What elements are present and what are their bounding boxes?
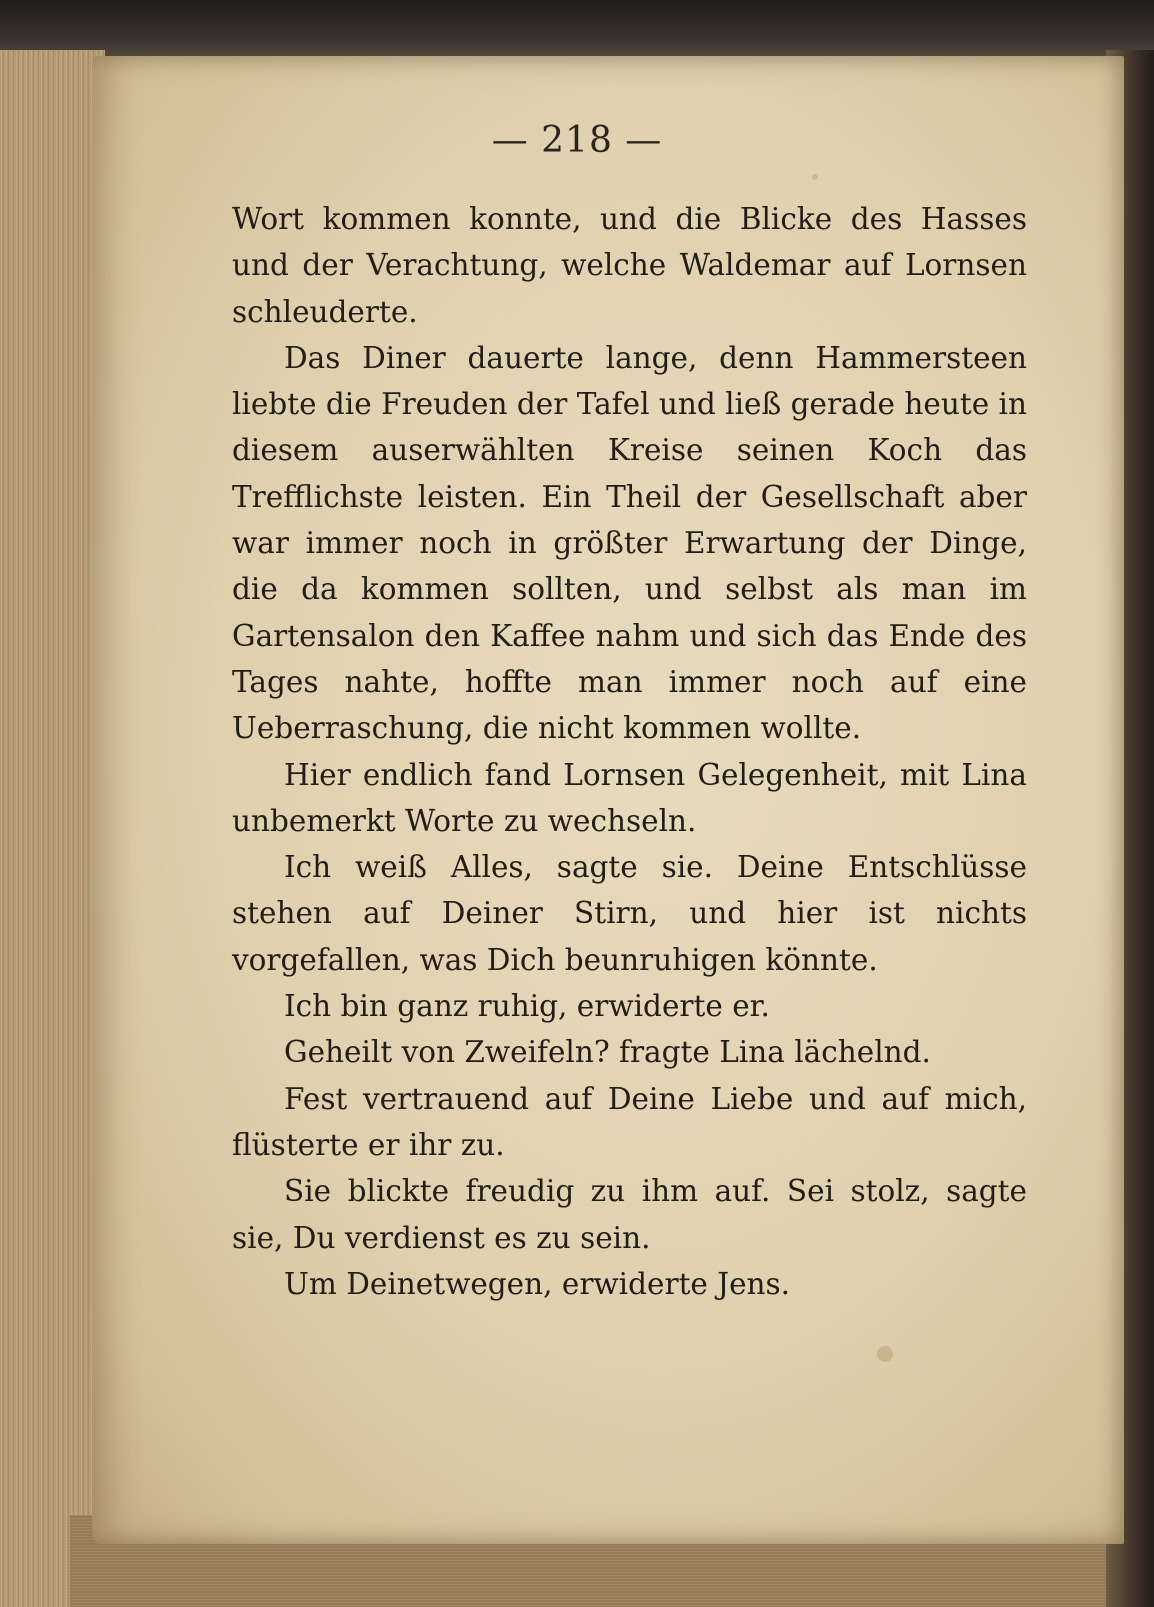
- paragraph-3: Hier endlich fand Lornsen Gelegenheit, mit Lina unbemerkt Worte zu wechseln.: [232, 757, 1027, 838]
- paragraph-6: Geheilt von Zweifeln? fragte Lina lächelnd.: [284, 1035, 931, 1070]
- book-top-edge: [0, 0, 1154, 58]
- paragraph-1: Wort kommen konnte, und die Blicke des Hasses und der Verachtung, welche Waldemar auf Lornsen schleuderte.: [232, 202, 1027, 329]
- paragraph-9: Um Deinetwegen, erwiderte Jens.: [284, 1266, 791, 1301]
- paragraph-5: Ich bin ganz ruhig, erwiderte er.: [284, 989, 770, 1024]
- body-text: [232, 196, 1027, 1307]
- paper-stain: [812, 174, 818, 180]
- paragraph-8: Sie blickte freudig zu ihm auf. Sei stolz, sagte sie, Du verdienst es zu sein.: [232, 1174, 1027, 1255]
- page-number: — 218 —: [491, 120, 663, 161]
- paragraph-2: Das Diner dauerte lange, denn Hammersteen liebte die Freuden der Tafel und ließ gerade heute in diesem auserwählten Kreise seinen Koch das Trefflichste leisten. Ein Theil der Gesellschaft aber war immer noch in größter Erwartung der Dinge, die da kommen sollten, und selbst als man im Gartensalon den Kaffee nahm und sich das Ende des Tages nahte, hoffte man immer noch auf eine Ueberraschung, die nicht kommen wollte.: [232, 340, 1027, 746]
- paragraph-7: Fest vertrauend auf Deine Liebe und auf mich, flüsterte er ihr zu.: [232, 1081, 1027, 1162]
- page-stack-left: [0, 50, 105, 1607]
- paper-stain: [877, 1346, 893, 1362]
- paragraph-4: Ich weiß Alles, sagte sie. Deine Entschlüsse stehen auf Deiner Stirn, und hier ist nichts vorgefallen, was Dich beunruhigen könnte.: [232, 850, 1027, 977]
